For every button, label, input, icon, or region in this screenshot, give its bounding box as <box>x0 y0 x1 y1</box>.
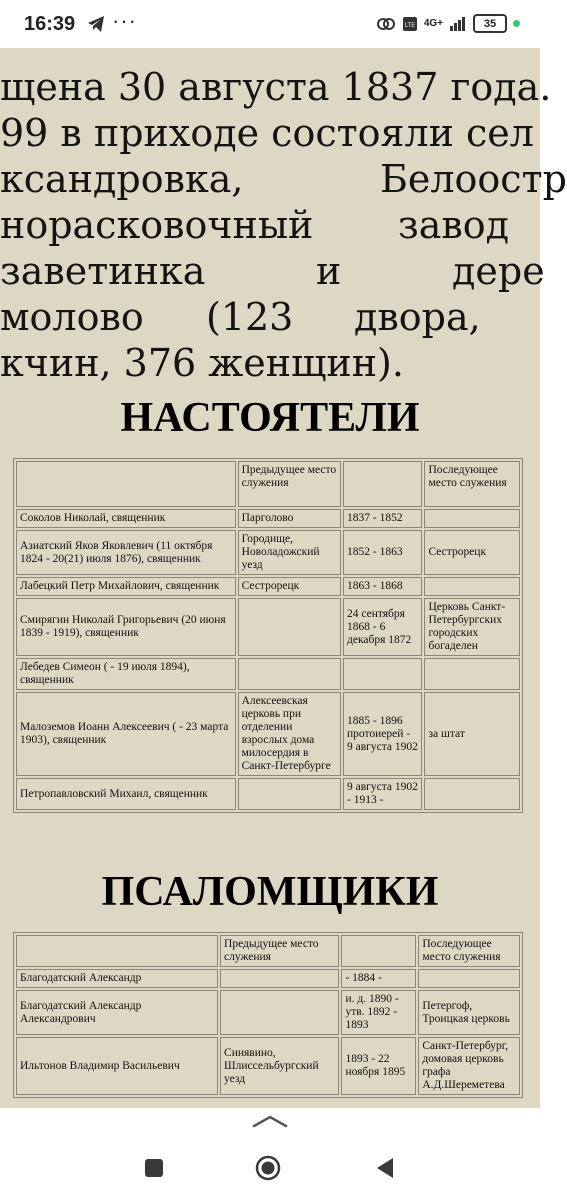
table-cell <box>238 598 341 656</box>
table-cell: Благодатский Александр <box>16 969 218 988</box>
table-row <box>16 990 520 1035</box>
table-cell: Церковь Санкт-Петербургских городских богаделен <box>424 598 520 656</box>
table-cell <box>220 990 339 1035</box>
square-recents-icon[interactable] <box>140 1154 168 1182</box>
table-cell: Благодатский Александр Александрович <box>16 990 218 1035</box>
table-cell: - 1884 - <box>341 969 416 988</box>
triangle-back-icon[interactable] <box>372 1154 400 1182</box>
table-cell: Сестрорецк <box>424 530 520 575</box>
svg-text:LTE: LTE <box>404 22 416 29</box>
table-cell <box>238 658 341 690</box>
table-cell: Парголово <box>238 509 341 528</box>
table-cell <box>424 778 520 810</box>
table-row <box>16 530 520 575</box>
table-cell: Ильтонов Владимир Васильевич <box>16 1037 218 1095</box>
table-cell <box>424 509 520 528</box>
table-row <box>16 969 520 988</box>
table-cell: 9 августа 1902 - 1913 - <box>343 778 422 810</box>
table-cell: Последующее место служения <box>424 461 520 507</box>
table-cell: Петергоф, Троицкая церковь <box>418 990 520 1035</box>
status-icons <box>376 14 520 33</box>
table-cell: Соколов Николай, священник <box>16 509 236 528</box>
table-cell: Лебедев Симеон ( - 19 июля 1894), священник <box>16 658 236 690</box>
table-row <box>16 509 520 528</box>
table-row <box>16 1037 520 1095</box>
table-cell <box>16 461 236 507</box>
table-row <box>16 658 520 690</box>
battery-icon: 35 <box>473 14 507 33</box>
table-row <box>16 692 520 776</box>
table-cell: 1893 - 22 ноября 1895 <box>341 1037 416 1095</box>
signal-icon <box>449 17 467 31</box>
network-indicator: 4G+ <box>423 18 443 29</box>
table-cell: 1837 - 1852 <box>343 509 422 528</box>
table-row <box>16 598 520 656</box>
web-page[interactable]: щена 30 августа 1837 года. 99 в приходе состояли сел ксандровка, Белоостр норасковочный завод заветинка и дере молово (123 двора, кчин, 376 женщин). НАСТОЯТЕЛИ Предыдущее место служения Последующее место служения Соколов Николай, священник Парголово 1837 - 1852 Азиатский Яков Яковлевич (11 октября 1824 - 20(21) июля 1876), священник Городище, Новоладожский уезд 1852 - 1863 Сестрорецк Лабецкий Петр Михайлович, священник Сестрорецк 1863 - 1868 Смирягин Николай Григорьевич (20 июня 1839 - 1919), священник 24 сентября 1868 - 6 декабря 1872 Церковь Санкт-Петербургских городских богаделен Лебедев Симеон ( - 19 июля 1894), священник Малоземов Иоанн Алексеевич ( - 23 марта 1903), священник Алексеевская церковь при отделении взрослых дома милосердия в Санкт-Петербурге 1885 - 1896 протоиерей - 9 августа 1902 за штат Петропавловский Михаил, священник 9 августа 1902 - 1913 - ПСАЛОМЩИКИ Предыдущее место служения Последующее место служения Благодатский Александр - 1884 - Благодатский Александр Александрович и. д. 1890 - утв. 1892 - 1893 Петергоф, Троицкая церковь Ильтонов Владимир Васильевич Синявино, Шлиссельбургский уезд 1893 - 22 ноября 1895 Санкт-Петербург, домовая церковь графа А.Д.Шереметева <box>0 48 540 1108</box>
status-time: 16:39 <box>24 13 76 35</box>
table-cell: за штат <box>424 692 520 776</box>
table-cell <box>424 658 520 690</box>
table-row <box>16 778 520 810</box>
psalmists-table <box>13 932 523 1098</box>
table-cell <box>16 935 218 967</box>
section-heading-psalmists: ПСАЛОМЩИКИ <box>101 869 439 915</box>
table-header-row <box>16 461 520 507</box>
table-cell: Азиатский Яков Яковлевич (11 октября 1824 - 20(21) июля 1876), священник <box>16 530 236 575</box>
circle-home-icon[interactable] <box>254 1154 282 1182</box>
table-cell: Санкт-Петербург, домовая церковь графа А.Д.Шереметева <box>418 1037 520 1095</box>
table-cell: Петропавловский Михаил, священник <box>16 778 236 810</box>
table-cell: 1863 - 1868 <box>343 577 422 596</box>
table-cell <box>238 778 341 810</box>
more-dots-icon: ··· <box>112 8 137 33</box>
table-cell <box>343 461 422 507</box>
table-cell <box>343 658 422 690</box>
privacy-dot <box>513 20 520 27</box>
table-cell <box>424 577 520 596</box>
table-cell: Предыдущее место служения <box>220 935 339 967</box>
table-cell: Смирягин Николай Григорьевич (20 июня 1839 - 1919), священник <box>16 598 236 656</box>
table-cell: Малоземов Иоанн Алексеевич ( - 23 марта 1903), священник <box>16 692 236 776</box>
chevron-up-icon[interactable] <box>252 1114 288 1128</box>
table-cell: Городище, Новоладожский уезд <box>238 530 341 575</box>
table-cell: 1885 - 1896 протоиерей - 9 августа 1902 <box>343 692 422 776</box>
table-cell <box>418 969 520 988</box>
table-cell: 24 сентября 1868 - 6 декабря 1872 <box>343 598 422 656</box>
table-cell: Лабецкий Петр Михайлович, священник <box>16 577 236 596</box>
table-cell <box>220 969 339 988</box>
volte-icon <box>402 16 418 32</box>
table-header-row <box>16 935 520 967</box>
table-cell: Последующее место служения <box>418 935 520 967</box>
table-cell: и. д. 1890 - утв. 1892 - 1893 <box>341 990 416 1035</box>
table-cell: 1852 - 1863 <box>343 530 422 575</box>
status-bar <box>0 0 540 48</box>
table-cell: Алексеевская церковь при отделении взрослых дома милосердия в Санкт-Петербурге <box>238 692 341 776</box>
navigation-bar <box>0 1108 540 1200</box>
telegram-icon <box>86 14 106 34</box>
table-row <box>16 577 520 596</box>
section-heading-rectors: НАСТОЯТЕЛИ <box>120 395 420 441</box>
table-cell: Синявино, Шлиссельбургский уезд <box>220 1037 339 1095</box>
rectors-table <box>13 458 523 813</box>
table-cell: Сестрорецк <box>238 577 341 596</box>
table-cell <box>341 935 416 967</box>
hotspot-icon <box>376 17 396 31</box>
table-cell: Предыдущее место служения <box>238 461 341 507</box>
